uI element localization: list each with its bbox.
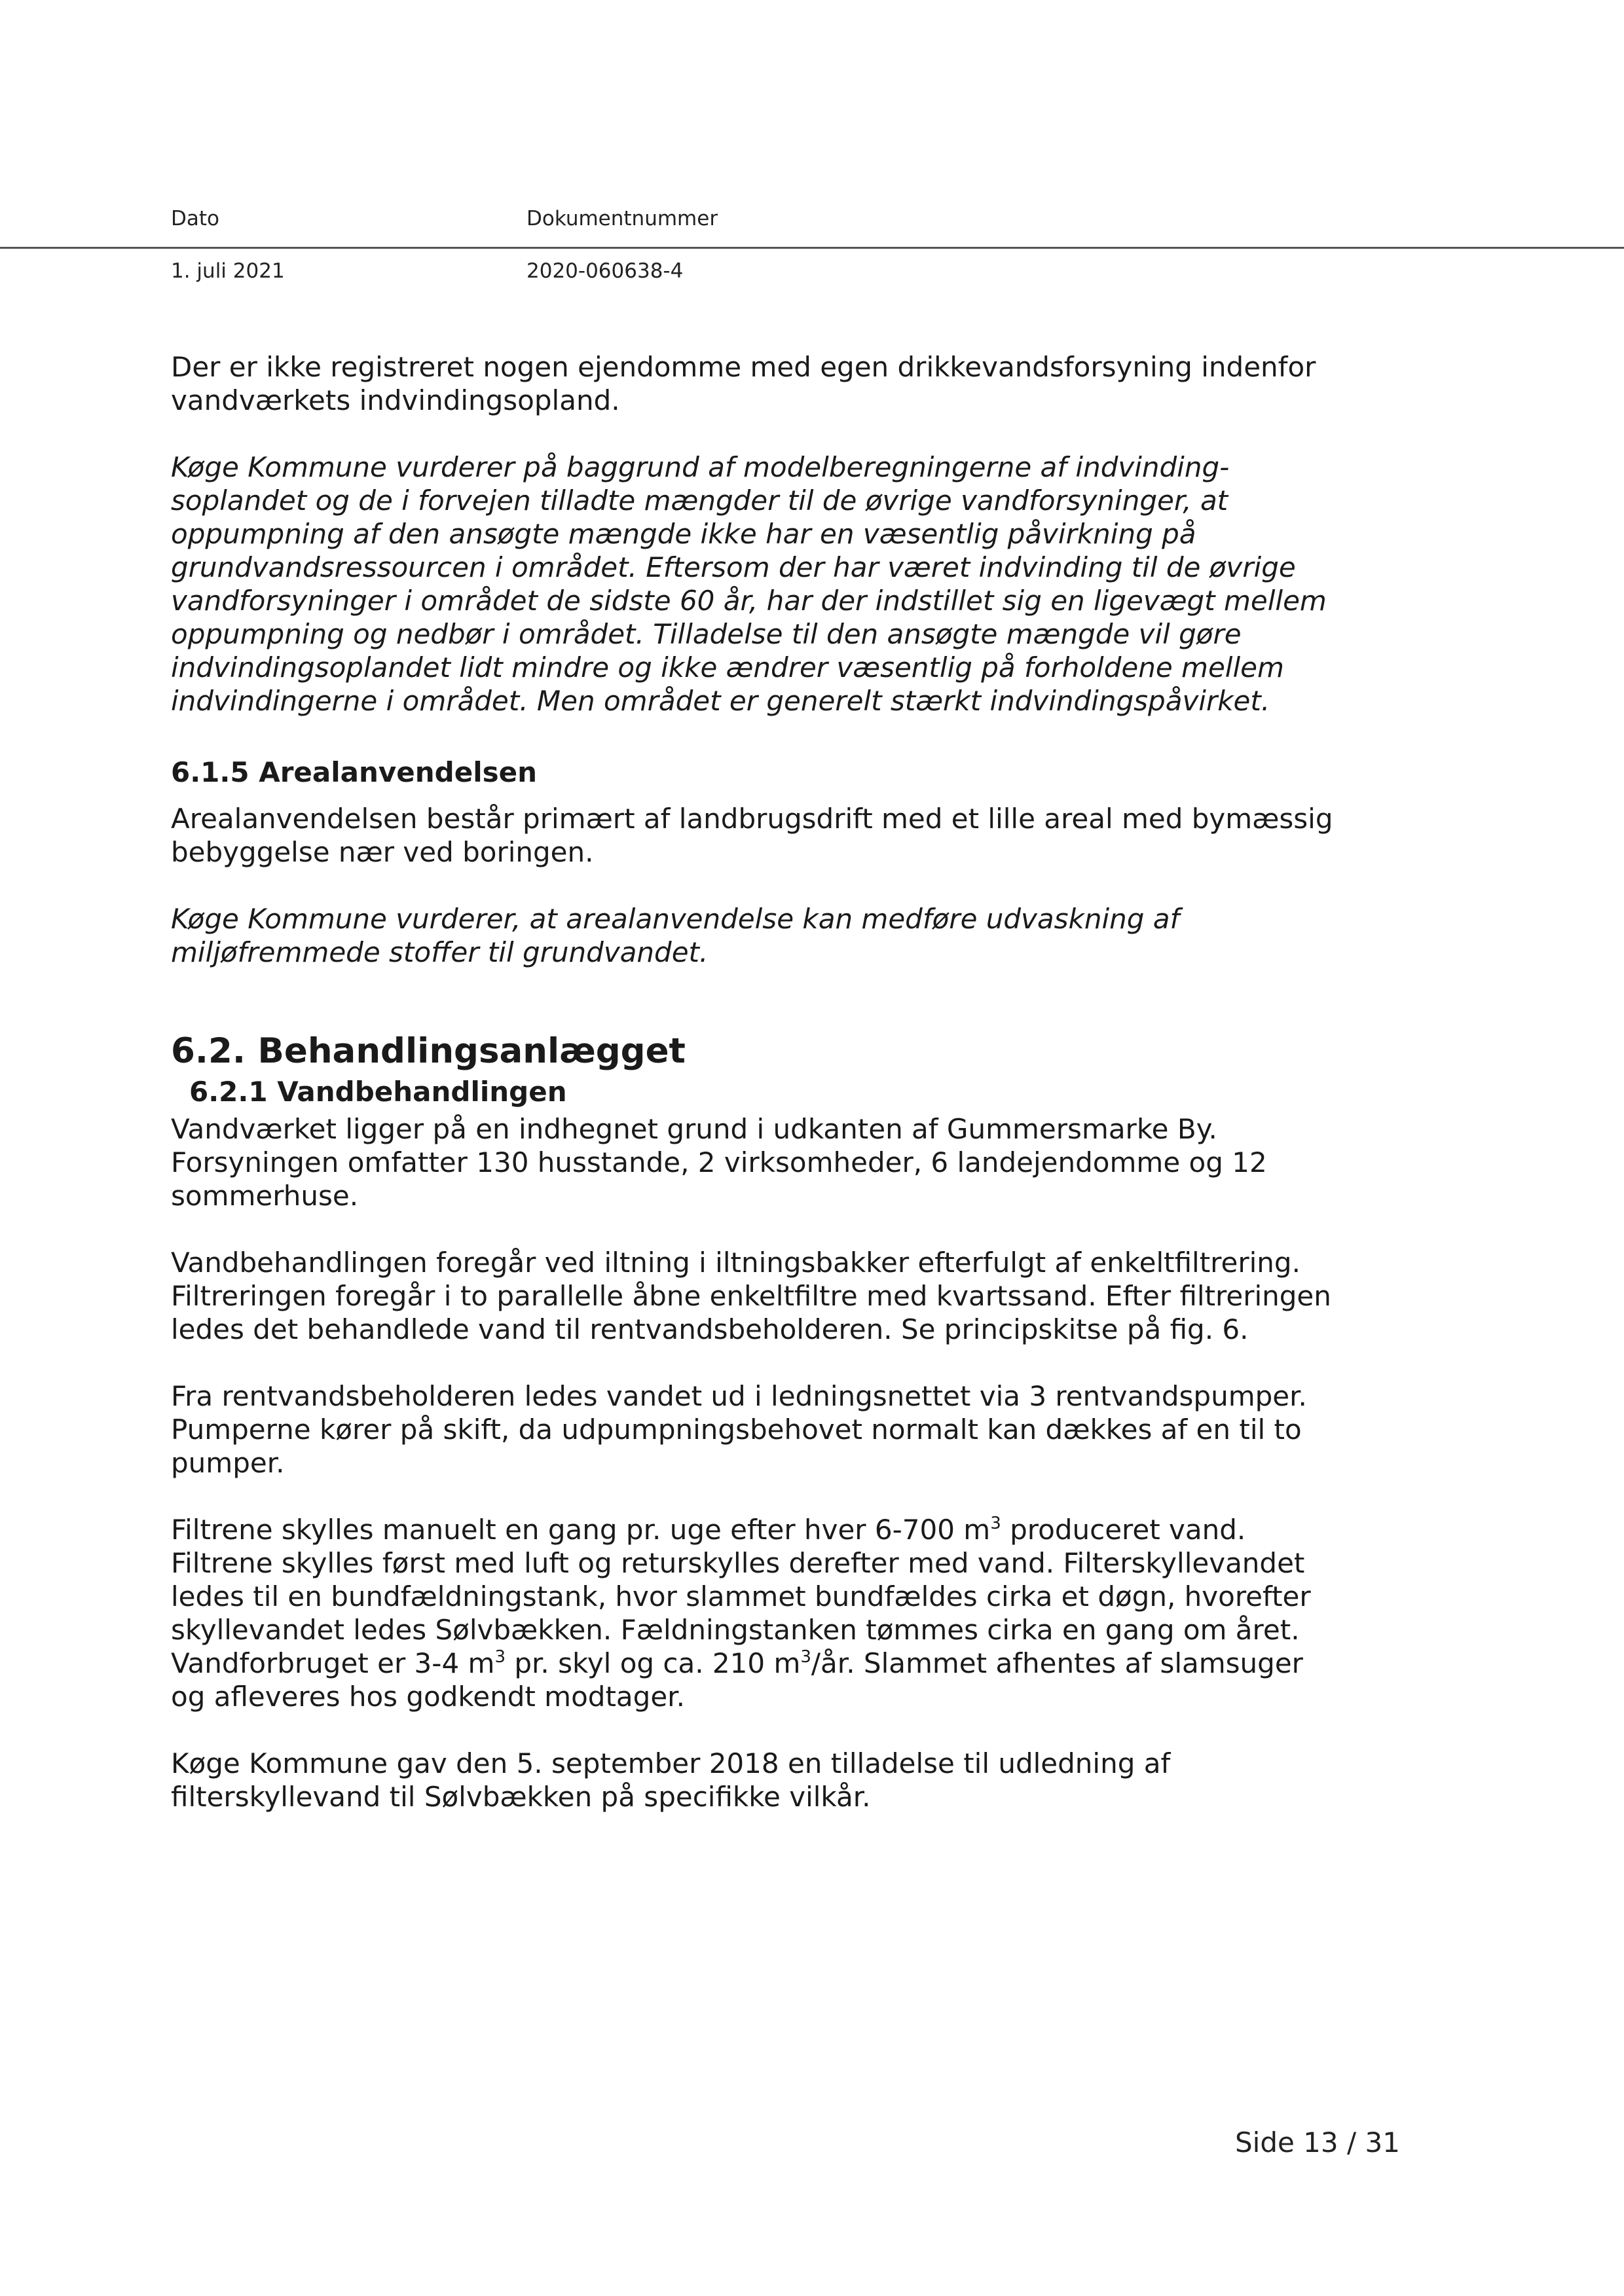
assessment-line: indvindingsoplandet lidt mindre og ikke ændrer væsentlig på forholdene mellem: [171, 651, 1284, 683]
paragraph-private-supply: Der er ikke registreret nogen ejendomme med egen drikkevandsforsyning indenfor vandværkets indvindingsopland.: [171, 351, 1316, 416]
assessment-line: vandforsyninger i området de sidste 60 år, har der indstillet sig en ligevægt mellem: [171, 585, 1327, 617]
assessment-line: soplandet og de i forvejen tilladte mængder til de øvrige vandforsyninger, at: [171, 484, 1228, 517]
assessment-paragraph: [171, 450, 1369, 718]
assessment-line: grundvandsressourcen i området. Eftersom der har været indvinding til de øvrige: [171, 551, 1296, 583]
paragraph-discharge-permit: Køge Kommune gav den 5. september 2018 en tilladelse til udledning af filterskyllevand til Sølvbækken på specifikke vilkår.: [171, 1747, 1171, 1813]
assessment-line: Køge Kommune vurderer på baggrund af modelberegningerne af indvinding-: [171, 451, 1230, 483]
assessment-line: oppumpning og nedbør i området. Tilladelse til den ansøgte mængde vil gøre: [171, 618, 1242, 650]
paragraph-land-use-assessment: Køge Kommune vurderer, at arealanvendelse kan medføre udvaskning af miljøfremmede stoffer til grundvandet.: [171, 903, 1180, 968]
paragraph-treatment: Vandbehandlingen foregår ved iltning i iltningsbakker efterfulgt af enkeltfiltrering. Filtreringen foregår i to parallelle åbne enkeltfiltre med kvartssand. Efter filtreringen ledes det behandlede vand til rentvandsbeholderen. Se principskitse på fig. 6.: [171, 1247, 1331, 1345]
paragraph-waterworks: Vandværket ligger på en indhegnet grund i udkanten af Gummersmarke By. Forsyningen omfatter 130 husstande, 2 virksomheder, 6 landejendomme og 12 sommerhuse.: [171, 1113, 1267, 1212]
document-number-value: 2020-060638-4: [526, 259, 684, 283]
header-divider: [0, 247, 1624, 249]
document-body: [171, 350, 1369, 1813]
document-number-label: Dokumentnummer: [526, 207, 718, 230]
page-number: Side 13 / 31: [1235, 2126, 1400, 2159]
section-heading-6-1-5: 6.1.5 Arealanvendelsen: [171, 756, 537, 788]
paragraph-filter-flushing: Filtrene skylles manuelt en gang pr. uge efter hver 6-700 $m^3$ produceret vand. Filtrene skylles først med luft og returskylles derefter med vand. Filterskyllevandet ledes til en bundfældningstank, hvor slammet bundfældes cirka et døgn, hvorefter skyllevandet ledes Sølvbækken. Fældningstanken tømmes cirka en gang om året. Vandforbruget er 3-4 $m^3$ pr. skyl og ca. 210 $m^3/år$. Slammet afhentes af slamsuger og afleveres hos godkendt modtager.: [171, 1514, 1311, 1713]
date-label: Dato: [171, 207, 219, 230]
paragraph-pumps: Fra rentvandsbeholderen ledes vandet ud i ledningsnettet via 3 rentvandspumper. Pumperne kører på skift, da udpumpningsbehovet normalt kan dækkes af en til to pumper.: [171, 1380, 1307, 1479]
date-value: 1. juli 2021: [171, 259, 285, 283]
assessment-line: oppumpning af den ansøgte mængde ikke har en væsentlig påvirkning på: [171, 518, 1196, 550]
section-heading-6-2: 6.2. Behandlingsanlægget: [171, 1031, 686, 1071]
section-heading-6-2-1: 6.2.1 Vandbehandlingen: [189, 1076, 567, 1108]
assessment-line: indvindingerne i området. Men området er generelt stærkt indvindingspåvirket.: [171, 685, 1270, 717]
paragraph-land-use: Arealanvendelsen består primært af landbrugsdrift med et lille areal med bymæssig bebyggelse nær ved boringen.: [171, 803, 1333, 868]
